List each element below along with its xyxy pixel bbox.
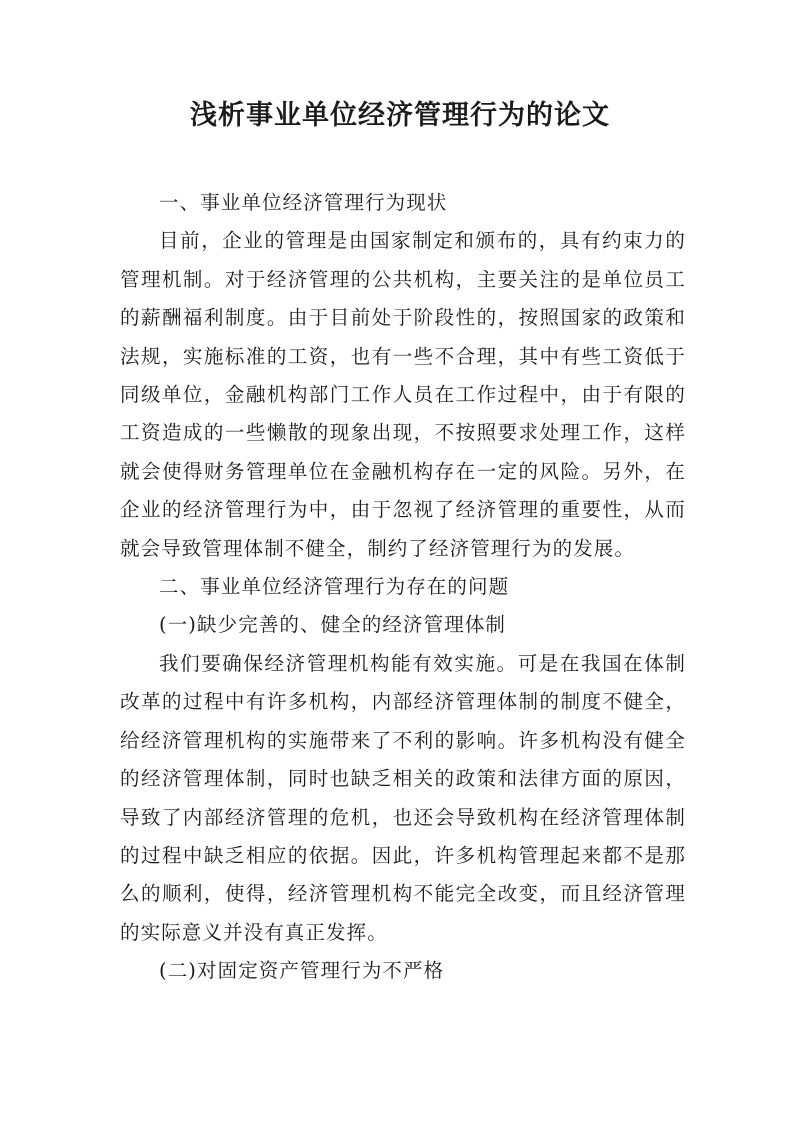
paragraph-1: 目前，企业的管理是由国家制定和颁布的，具有约束力的管理机制。对于经济管理的公共机构，主要关注的是单位员工的薪酬福利制度。由于目前处于阶段性的，按照国家的政策和法规，实施标准的工资，也有一些不合理，其中有些工资低于同级单位，金融机构部门工作人员在工作过程中，由于有限的工资造成的一些懒散的现象出现，不按照要求处理工作，这样就会使得财务管理单位在金融机构存在一定的风险。另外，在企业的经济管理行为中，由于忽视了经济管理的重要性，从而就会导致管理体制不健全，制约了经济管理行为的发展。 — [120, 229, 686, 560]
section-heading-2: 二、事业单位经济管理行为存在的问题 — [159, 575, 510, 599]
subsection-heading-2: (二)对固定资产管理行为不严格 — [159, 959, 445, 983]
section-heading-1: 一、事业单位经济管理行为现状 — [159, 191, 448, 214]
paragraph-2: 我们要确保经济管理机构能有效实施。可是在我国在体制改革的过程中有许多机构，内部经济管理体制的制度不健全，给经济管理机构的实施带来了不利的影响。许多机构没有健全的经济管理体制，同时也缺乏相关的政策和法律方面的原因，导致了内部经济管理的危机，也还会导致机构在经济管理体制的过程中缺乏相应的依据。因此，许多机构管理起来都不是那么的顺利，使得，经济管理机构不能完全改变，而且经济管理的实际意义并没有真正发挥。 — [120, 651, 686, 944]
document-body — [120, 184, 686, 991]
subsection-heading-1: (一)缺少完善的、健全的经济管理体制 — [159, 613, 507, 637]
document-title: 浅析事业单位经济管理行为的论文 — [190, 100, 610, 131]
